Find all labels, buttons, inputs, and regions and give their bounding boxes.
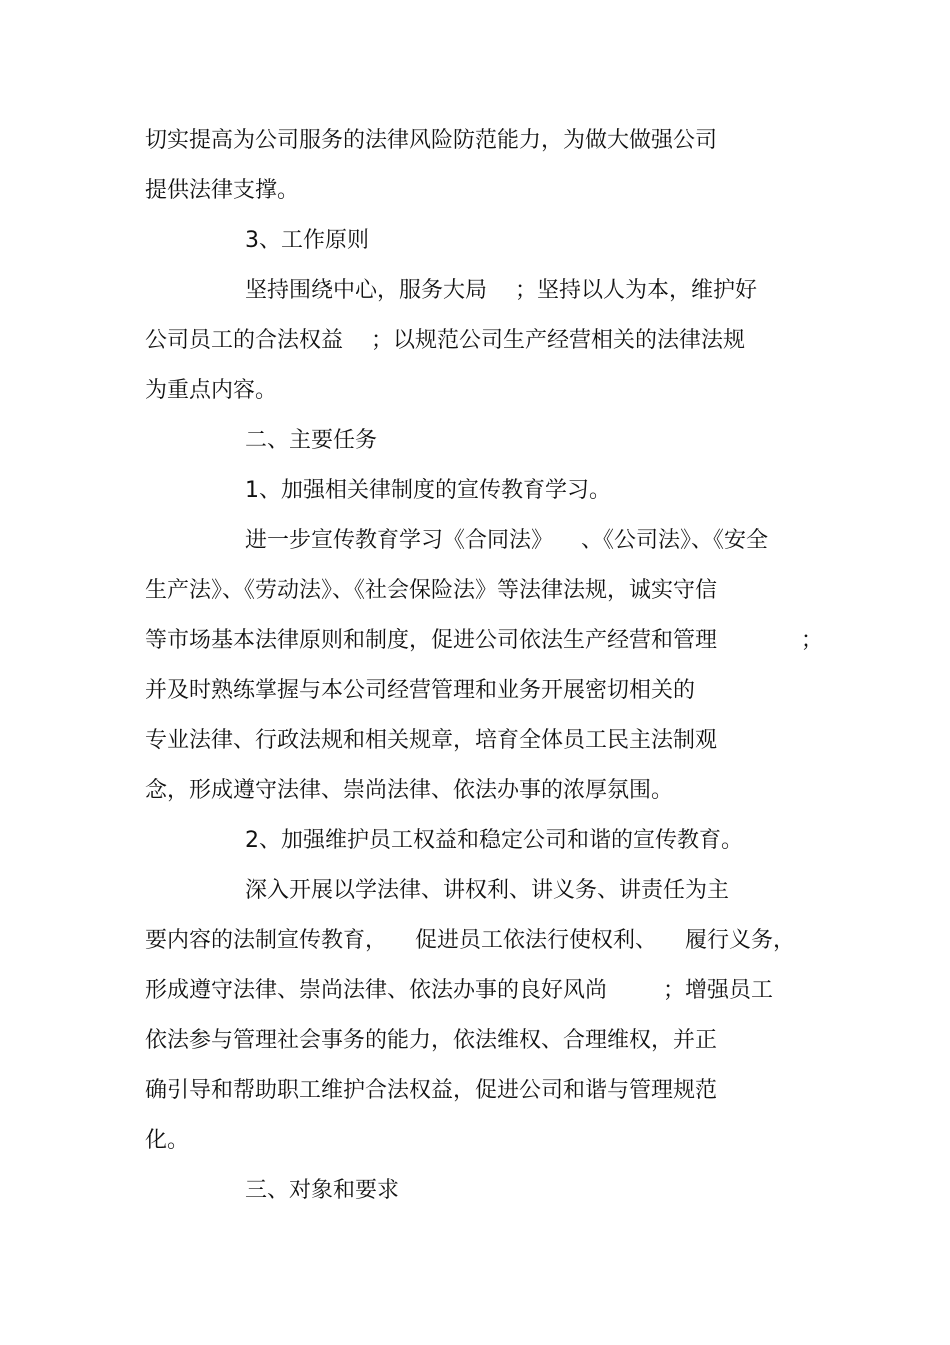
paragraph-line: 切实提高为公司服务的法律风险防范能力，为做大做强公司 xyxy=(145,128,718,153)
section-heading: 3、工作原则 xyxy=(245,228,369,253)
paragraph-line: 公司员工的合法权益 ；以规范公司生产经营相关的法律法规 xyxy=(145,328,745,353)
section-heading: 二、主要任务 xyxy=(245,428,378,453)
subsection-heading: 1、加强相关律制度的宣传教育学习。 xyxy=(245,478,611,503)
paragraph-line: 为重点内容。 xyxy=(145,378,278,403)
subsection-heading: 2、加强维护员工权益和稳定公司和谐的宣传教育。 xyxy=(245,828,743,853)
paragraph-line: 形成遵守法律、崇尚法律、依法办事的良好风尚 ；增强员工 xyxy=(145,978,773,1003)
paragraph-line: 并及时熟练掌握与本公司经营管理和业务开展密切相关的 xyxy=(145,678,696,703)
paragraph-line: 提供法律支撑。 xyxy=(145,178,300,203)
paragraph-line: 依法参与管理社会事务的能力，依法维权、合理维权，并正 xyxy=(145,1028,718,1053)
paragraph-line: 念，形成遵守法律、崇尚法律、依法办事的浓厚氛围。 xyxy=(145,778,674,803)
paragraph-line: 深入开展以学法律、讲权利、讲义务、讲责任为主 xyxy=(245,878,730,903)
paragraph-line: 进一步宣传教育学习《合同法》 、《公司法》、《安全 xyxy=(245,528,768,553)
paragraph-line: 确引导和帮助职工维护合法权益，促进公司和谐与管理规范 xyxy=(145,1078,718,1103)
paragraph-line: 要内容的法制宣传教育， 促进员工依法行使权利、 履行义务， xyxy=(145,928,795,953)
paragraph-line: 坚持围绕中心，服务大局 ；坚持以人为本，维护好 xyxy=(245,278,757,303)
paragraph-line: 等市场基本法律原则和制度，促进公司依法生产经营和管理 ； xyxy=(145,628,823,653)
paragraph-line: 专业法律、行政法规和相关规章，培育全体员工民主法制观 xyxy=(145,728,718,753)
section-heading: 三、对象和要求 xyxy=(245,1178,400,1203)
paragraph-line: 化。 xyxy=(145,1128,190,1153)
paragraph-line: 生产法》、《劳动法》、《社会保险法》等法律法规，诚实守信 xyxy=(145,578,718,603)
